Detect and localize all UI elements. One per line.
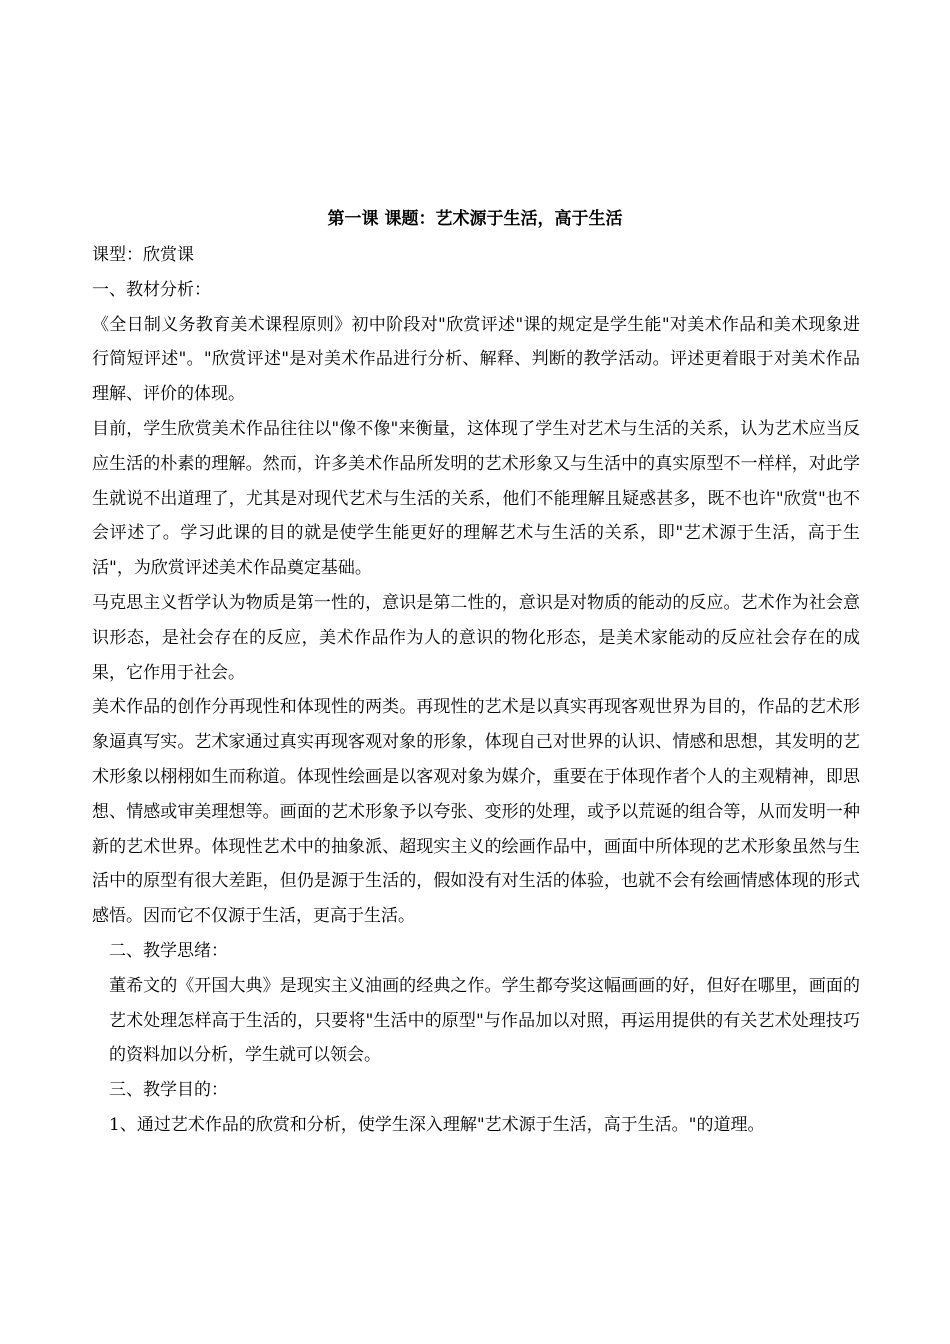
paragraph-art-types: 美术作品的创作分再现性和体现性的两类。再现性的艺术是以真实再现客观世界为目的，作品的艺术形象逼真写实。艺术家通过真实再现客观对象的形象，体现自己对世界的认识、情感和思想，其发明的艺术形象以栩栩如生而称道。体现性绘画是以客观对象为媒介，重要在于体现作者个人的主观精神，即思想、情感或审美理想等。画面的艺术形象予以夸张、变形的处理，或予以荒诞的组合等，从而发明一种新的艺术世界。体现性艺术中的抽象派、超现实主义的绘画作品中，画面中所体现的艺术形象虽然与生活中的原型有很大差距，但仍是源于生活的，假如没有对生活的体验，也就不会有绘画情感体现的形式感悟。因而它不仅源于生活，更高于生活。: [92, 697, 860, 927]
paragraph-current-situation: 目前，学生欣赏美术作品往往以"像不像"来衡量，这体现了学生对艺术与生活的关系，认为艺术应当反应生活的朴素的理解。然而，许多美术作品所发明的艺术形象又与生活中的真实原型不一样样，对此学生就说不出道理了，尤其是对现代艺术与生活的关系，他们不能理解且疑惑甚多，既不也许"欣赏"也不会评述了。学习此课的目的就是使学生能更好的理解艺术与生活的关系，即"艺术源于生活，高于生活"，为欣赏评述美术作品奠定基础。: [92, 418, 860, 579]
paragraph-philosophy: 马克思主义哲学认为物质是第一性的，意识是第二性的，意识是对物质的能动的反应。艺术作为社会意识形态，是社会存在的反应，美术作品作为人的意识的物化形态，是美术家能动的反应社会存在的成果，它作用于社会。: [92, 592, 860, 683]
document-body: [92, 238, 860, 1143]
section-heading-analysis: 一、教材分析：: [92, 279, 211, 300]
paragraph-founding-ceremony: 董希文的《开国大典》是现实主义油画的经典之作。学生都夸奖这幅画画的好，但好在哪里，画面的艺术处理怎样高于生活的，只要将"生活中的原型"与作品加以对照，再运用提供的有关艺术处理技巧的资料加以分析，学生就可以领会。: [109, 975, 860, 1066]
section-heading-teaching-ideas: 二、教学思绪：: [109, 940, 228, 961]
lesson-title: 第一课 课题：艺术源于生活，高于生活: [327, 209, 623, 229]
lesson-type: 课型：欣赏课: [92, 245, 194, 265]
paragraph-curriculum: 《全日制义务教育美术课程原则》初中阶段对"欣赏评述"课的规定是学生能"对美术作品和美术现象进行简短评述"。"欣赏评述"是对美术作品进行分析、解释、判断的教学活动。评述更着眼于对美术作品理解、评价的体现。: [92, 314, 860, 405]
section-heading-teaching-goals: 三、教学目的：: [109, 1080, 228, 1101]
goal-item-1: 1、通过艺术作品的欣赏和分析，使学生深入理解"艺术源于生活，高于生活。"的道理。: [109, 1114, 765, 1135]
